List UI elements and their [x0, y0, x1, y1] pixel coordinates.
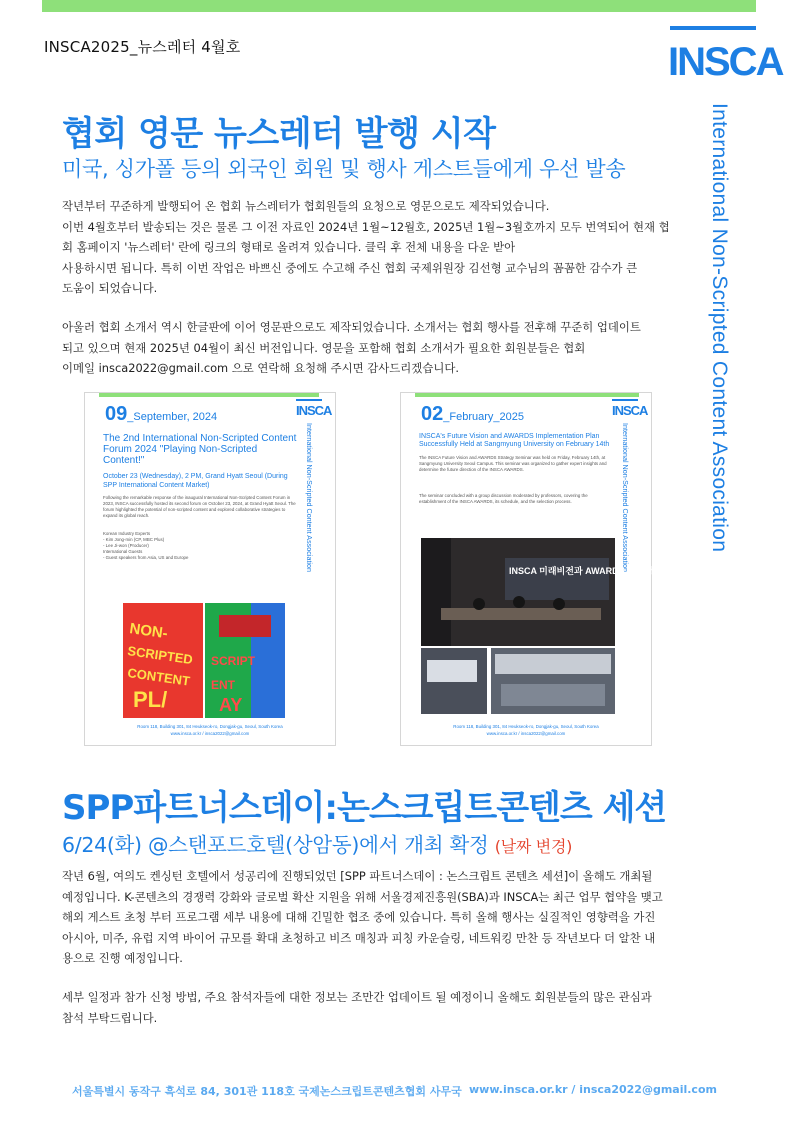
- card-footer-contact: www.insca.or.kr / insca2022@gmail.com: [486, 731, 566, 736]
- article2-paragraph-1: [62, 866, 670, 969]
- text-line: 해외 게스트 초청 부터 프로그램 세부 내용에 대해 긴밀한 협조 중에 있습니다. 특히 올해 행사는 실질적인 영향력을 가진: [62, 910, 656, 925]
- list-item: - Kim Jong-min (CP, MBC Plus): [103, 537, 165, 542]
- svg-text:SCRIPT: SCRIPT: [211, 654, 256, 668]
- svg-text:AY: AY: [219, 695, 243, 715]
- list-item: - Lee Ji-won (Producer): [103, 543, 149, 548]
- seminar-photos-image: [421, 538, 662, 718]
- date-changed-note: (날짜 변경): [494, 837, 573, 856]
- card-body: Following the remarkable response of the inaugural International Non-Scripted Content Forum in 2023, INSCA successfully hosted its second forum on October 23, 2024, at Grand Hyatt Seoul. The forum highlighted the potential of non-scripted content and explored collaborative strategies to expand its global reach.: [103, 495, 296, 518]
- text-line: 도움이 되었습니다.: [62, 281, 158, 296]
- top-accent-bar: [42, 0, 756, 12]
- card-vertical-text: International Non-Scripted Content Association: [305, 423, 314, 573]
- card-logo: INSCA: [612, 403, 648, 418]
- footer-address: 서울특별시 동작구 흑석로 84, 301관 118호 국제논스크립트콘텐츠협회 사무국: [72, 1085, 462, 1098]
- forum-posters-image: [123, 603, 285, 718]
- text-line: 이번 4월호부터 발송되는 것은 물론 그 이전 자료인 2024년 1월~12월호, 2025년 1월~3월호까지 모두 번역되어 현재 협: [62, 219, 670, 234]
- card-footer-address: Room 118, Building 301, 84 Heukseok-ro, Dongjak-gu, Seoul, South Korea: [137, 724, 283, 729]
- list-item: Korean Industry Experts: [103, 531, 151, 536]
- card-accent-bar: [99, 393, 319, 397]
- card-logo-line: [296, 399, 322, 401]
- card-vertical-text: International Non-Scripted Content Association: [621, 423, 630, 573]
- svg-text:NON-: NON-: [128, 620, 169, 643]
- card-title: INSCA's Future Vision and AWARDS Implementation Plan Successfully Held at Sangmyung University on February 14th: [419, 433, 610, 448]
- svg-text:ENT: ENT: [211, 678, 235, 692]
- article1-subtitle: 미국, 싱가폴 등의 외국인 회원 및 행사 게스트들에게 우선 발송: [62, 157, 626, 181]
- issue-label: INSCA2025_뉴스레터 4월호: [44, 38, 241, 56]
- article2-paragraph-2: [62, 987, 670, 1028]
- card-issue-number: [105, 403, 217, 426]
- text-line: 회 홈페이지 '뉴스레터' 란에 링크의 형태로 올려져 있습니다. 클릭 후 전체 내용을 다운 받아: [62, 240, 516, 255]
- card-body-2: The seminar concluded with a group discussion moderated by professors, covering the establishment of the INSCA AWARDS, its schedule, and the selection process.: [419, 493, 588, 504]
- card-num: 02: [421, 403, 444, 425]
- text-line: 세부 일정과 참가 신청 방법, 주요 참석자들에 대한 정보는 조만간 업데이트 될 예정이니 올해도 회원분들의 많은 관심과: [62, 990, 652, 1004]
- text-line: 작년부터 꾸준하게 발행되어 온 협회 뉴스레터가 협회원들의 요청으로 영문으로도 제작되었습니다.: [62, 199, 550, 213]
- photo-banner-text: INSCA 미래비전과 AWARDS 추진방안: [509, 566, 662, 576]
- svg-text:PL/: PL/: [133, 687, 168, 712]
- text-line: 용으로 진행 예정입니다.: [62, 951, 183, 966]
- article2-subtitle-main: 6/24(화) @스탠포드호텔(상암동)에서 개최 확정: [62, 833, 489, 857]
- card-date: _September, 2024: [127, 411, 218, 423]
- card-subtitle: October 23 (Wednesday), 2 PM, Grand Hyatt Seoul (During SPP International Content Market): [103, 473, 288, 489]
- article1-paragraph-2: [62, 317, 670, 379]
- text-line: 되고 있으며 현재 2025년 04월이 최신 버전입니다. 영문을 포함해 협회 소개서가 필요한 회원분들은 협회: [62, 340, 586, 355]
- vertical-association-name: International Non-Scripted Content Association: [708, 103, 731, 553]
- article1-title: 협회 영문 뉴스레터 발행 시작: [62, 114, 496, 154]
- logo-accent-line: [670, 26, 756, 30]
- footer-contact-link[interactable]: www.insca.or.kr / insca2022@gmail.com: [469, 1083, 717, 1096]
- article1-paragraph-1: [62, 196, 670, 299]
- text-line: 작년 6월, 여의도 켄싱턴 호텔에서 성공리에 진행되었던 [SPP 파트너스데이 : 논스크립트 콘텐츠 세션]이 올해도 개최될: [62, 869, 653, 883]
- card-accent-bar: [415, 393, 639, 397]
- card-footer-address: Room 118, Building 301, 84 Heukseok-ro, Dongjak-gu, Seoul, South Korea: [453, 724, 599, 729]
- text-line: 아울러 협회 소개서 역시 한글판에 이어 영문판으로도 제작되었습니다. 소개서는 협회 행사를 전후해 꾸준히 업데이트: [62, 320, 641, 334]
- text-line: 아시아, 미주, 유럽 지역 바이어 규모를 확대 초청하고 비즈 매칭과 피칭 카운슬링, 네트워킹 만찬 등 작년보다 더 알찬 내: [62, 930, 656, 945]
- list-item: International Guests: [103, 549, 143, 554]
- card-title: The 2nd International Non-Scripted Content Forum 2024 "Playing Non-Scripted Content!": [103, 433, 297, 466]
- article2-title: SPP파트너스데이:논스크립트콘텐츠 세션: [62, 788, 667, 828]
- text-line: 사용하시면 됩니다. 특히 이번 작업은 바쁘신 중에도 수고해 주신 협회 국제위원장 김선형 교수님의 꼼꼼한 감수가 큰: [62, 260, 638, 275]
- card-body: The INSCA Future Vision and AWARDS Strategy Seminar was held on Friday, February 14th, at Sangmyung University Seoul Campus. This seminar was organized to gather expert insights and determine the future direction of the INSCA AWARDS.: [419, 455, 607, 472]
- text-line: 이메일 insca2022@gmail.com 으로 연락해 요청해 주시면 감사드리겠습니다.: [62, 361, 459, 376]
- svg-text:CONTENT: CONTENT: [126, 665, 191, 689]
- newsletter-card-february[interactable]: [400, 392, 662, 746]
- article2-subtitle: [62, 828, 572, 858]
- card-logo-line: [612, 399, 638, 401]
- text-line: 예정입니다. K-콘텐츠의 경쟁력 강화와 글로벌 확산 지원을 위해 서울경제진흥원(SBA)과 INSCA는 최근 업무 협약을 맺고: [62, 889, 663, 904]
- text-line: 참석 부탁드립니다.: [62, 1010, 158, 1025]
- newsletter-card-september[interactable]: [84, 392, 336, 746]
- card-footer-contact: www.insca.or.kr / insca2022@gmail.com: [170, 731, 250, 736]
- svg-text:SCRIPTED: SCRIPTED: [126, 643, 194, 668]
- card-date: _February_2025: [443, 411, 524, 423]
- card-num: 09: [105, 403, 128, 425]
- page-footer: [72, 1083, 732, 1099]
- insca-logo: INSCA: [668, 40, 783, 84]
- card-issue-number: [421, 403, 524, 426]
- list-item: - Guest speakers from Asia, US and Europe: [103, 555, 189, 560]
- card-list: [103, 531, 297, 561]
- card-logo: INSCA: [296, 403, 332, 418]
